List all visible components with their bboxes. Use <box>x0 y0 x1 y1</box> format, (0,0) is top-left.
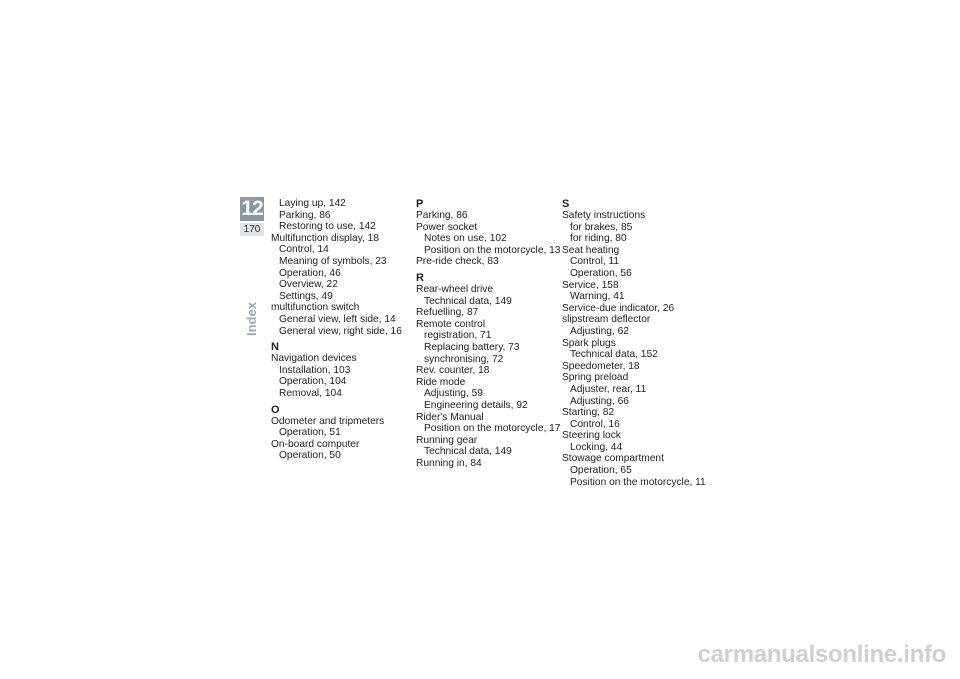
index-subentry: Technical data, 149 <box>424 446 512 458</box>
index-subentry: Meaning of symbols, 23 <box>279 255 387 267</box>
index-subentry: Operation, 50 <box>279 450 341 462</box>
index-entry: Service, 158 <box>562 279 619 291</box>
index-entry: Service-due indicator, 26 <box>562 302 675 314</box>
index-entry: Odometer and tripmeters <box>271 415 385 427</box>
index-subentry: Control, 14 <box>279 244 329 256</box>
index-subentry: Adjusting, 59 <box>424 388 483 400</box>
index-subentry: Removal, 104 <box>279 387 342 399</box>
index-subentry: Operation, 51 <box>279 427 341 439</box>
index-subentry: registration, 71 <box>424 330 492 342</box>
index-entry: Refuelling, 87 <box>416 307 479 319</box>
index-entry: Starting, 82 <box>562 407 615 419</box>
index-letter-heading: S <box>562 198 570 210</box>
index-subentry: Notes on use, 102 <box>424 233 507 245</box>
chapter-number: 12 <box>241 197 263 220</box>
index-column-1 <box>271 198 411 462</box>
index-letter-heading: N <box>271 341 279 354</box>
index-column-3 <box>562 198 707 488</box>
index-subentry: Adjusting, 66 <box>570 395 629 407</box>
index-entry: Parking, 86 <box>416 210 468 221</box>
index-subentry: Adjusting, 62 <box>570 325 629 337</box>
index-entry: Seat heating <box>562 244 620 256</box>
index-subentry: Warning, 41 <box>570 291 625 303</box>
index-subentry: for brakes, 85 <box>570 221 633 233</box>
index-entry: Running gear <box>416 434 478 446</box>
index-entry: Spark plugs <box>562 337 616 349</box>
index-subentry: Overview, 22 <box>279 279 338 291</box>
index-subentry: synchronising, 72 <box>424 353 504 365</box>
index-subentry: Replacing battery, 73 <box>424 341 520 353</box>
index-entry: multifunction switch <box>271 302 360 314</box>
index-subentry: Operation, 65 <box>570 465 632 477</box>
index-entry: Rear-wheel drive <box>416 283 494 295</box>
index-subentry: Operation, 104 <box>279 376 347 388</box>
index-letter-heading: R <box>416 271 424 284</box>
index-letter-heading: O <box>271 403 280 416</box>
index-entry: Stowage compartment <box>562 453 664 465</box>
index-subentry: Position on the motorcycle, 11 <box>570 476 706 488</box>
index-subentry: Adjuster, rear, 11 <box>570 383 647 395</box>
index-entry: Spring preload <box>562 372 629 384</box>
index-entry: Ride mode <box>416 376 466 388</box>
index-subentry: Engineering details, 92 <box>424 399 528 411</box>
index-letter-heading: P <box>416 198 424 210</box>
index-entry: slipstream deflector <box>562 314 651 326</box>
index-entry: Safety instructions <box>562 210 646 221</box>
index-entry: Navigation devices <box>271 353 357 365</box>
index-subentry: Restoring to use, 142 <box>279 221 376 233</box>
index-entry: Rev. counter, 18 <box>416 365 490 377</box>
index-subentry: Control, 11 <box>570 256 620 268</box>
index-subentry: Locking, 44 <box>570 441 623 453</box>
index-entry: On-board computer <box>271 438 360 450</box>
index-subentry: General view, right side, 16 <box>279 325 402 337</box>
index-subentry: General view, left side, 14 <box>279 313 396 325</box>
index-entry: Steering lock <box>562 430 621 442</box>
index-entry: Pre-ride check, 83 <box>416 256 499 268</box>
index-subentry: for riding, 80 <box>570 233 627 245</box>
index-subentry: Settings, 49 <box>279 290 333 302</box>
index-entry: Remote control <box>416 318 486 330</box>
index-subentry: Technical data, 152 <box>570 349 658 361</box>
index-subentry: Technical data, 149 <box>424 295 512 307</box>
index-entry: Running in, 84 <box>416 457 482 469</box>
index-entry: Speedometer, 18 <box>562 360 640 372</box>
index-entry: Power socket <box>416 221 478 233</box>
index-subentry: Installation, 103 <box>279 364 351 376</box>
index-subentry: Position on the motorcycle, 13 <box>424 244 561 256</box>
index-subentry: Operation, 46 <box>279 267 341 279</box>
watermark: carmanualsonline.info <box>697 641 946 668</box>
index-subentry: Position on the motorcycle, 17 <box>424 423 561 435</box>
chapter-badge <box>240 197 264 239</box>
index-column-2 <box>416 198 561 469</box>
index-subentry: Control, 16 <box>570 418 620 430</box>
index-subentry: Parking, 86 <box>279 209 331 221</box>
section-label: Index <box>244 302 259 336</box>
index-entry: Multifunction display, 18 <box>271 232 379 244</box>
index-subentry: Laying up, 142 <box>279 198 346 209</box>
page-number: 170 <box>240 223 264 236</box>
index-entry: Rider's Manual <box>416 411 484 423</box>
index-subentry: Operation, 56 <box>570 267 632 279</box>
